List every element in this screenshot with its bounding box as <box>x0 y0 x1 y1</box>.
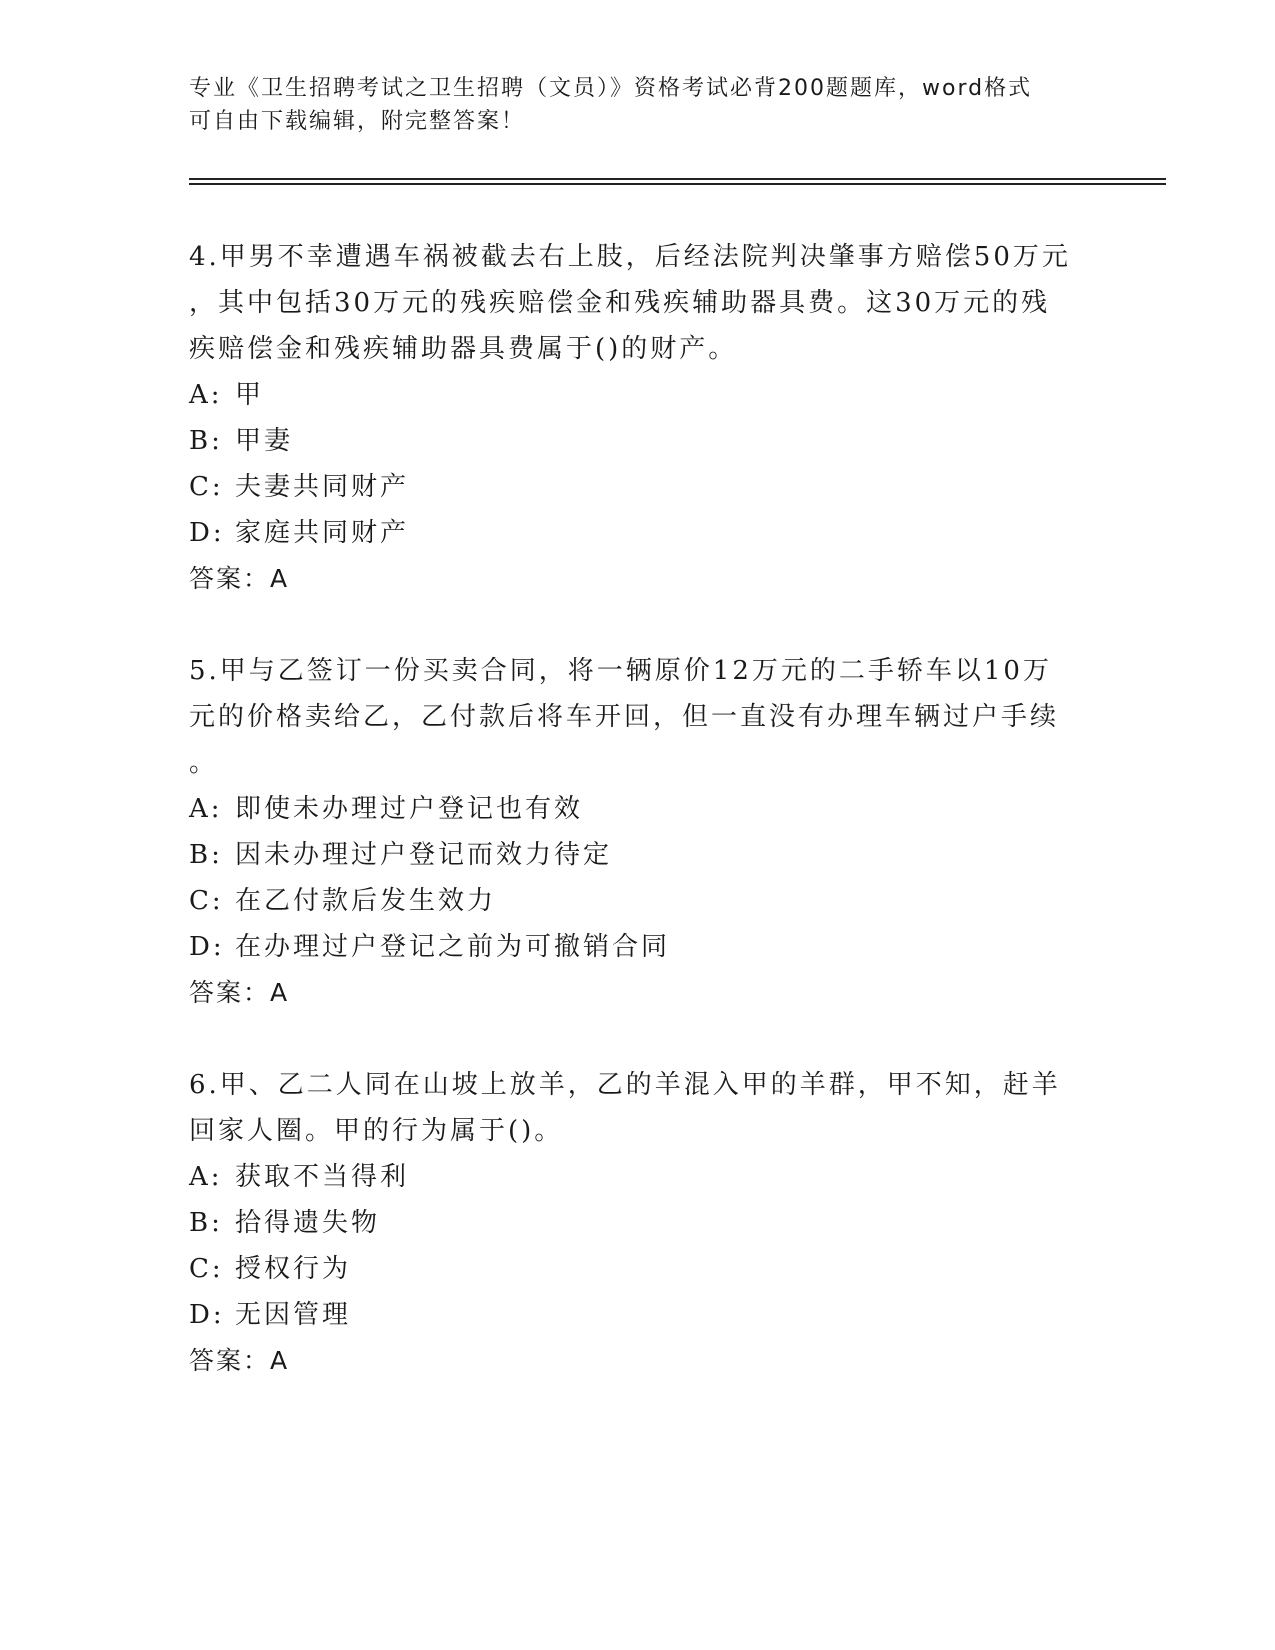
option-a <box>189 372 1089 418</box>
option-d <box>189 1292 1089 1338</box>
option-c <box>189 1246 1089 1292</box>
option-text: 夫妻共同财产 <box>235 472 410 502</box>
question-block <box>189 1062 1089 1384</box>
option-key: D: <box>189 518 225 548</box>
document-header <box>189 72 1089 138</box>
question-stem-line: 5.甲与乙签订一份买卖合同，将一辆原价12万元的二手轿车以10万 <box>189 656 1052 686</box>
option-a <box>189 786 1089 832</box>
option-b <box>189 418 1089 464</box>
question-stem-line: 疾赔偿金和残疾辅助器具费属于()的财产。 <box>189 334 738 364</box>
option-key: A: <box>189 380 223 410</box>
question-block <box>189 648 1089 1016</box>
option-key: C: <box>189 472 224 502</box>
header-divider-bottom <box>189 183 1166 185</box>
option-key: B: <box>189 426 223 456</box>
option-text: 因未办理过户登记而效力待定 <box>235 840 613 870</box>
option-text: 获取不当得利 <box>235 1162 410 1192</box>
option-d <box>189 924 1089 970</box>
option-text: 授权行为 <box>235 1254 352 1284</box>
answer-line: 答案：A <box>189 564 290 593</box>
option-key: A: <box>189 1162 223 1192</box>
option-key: B: <box>189 1208 223 1238</box>
header-line-2: 可自由下载编辑，附完整答案！ <box>189 109 526 134</box>
option-c <box>189 464 1089 510</box>
question-stem <box>189 648 1089 786</box>
header-divider-top <box>189 178 1166 180</box>
question-stem <box>189 1062 1089 1154</box>
option-text: 甲妻 <box>235 426 294 456</box>
question-stem <box>189 234 1089 372</box>
option-key: D: <box>189 932 225 962</box>
option-b <box>189 1200 1089 1246</box>
option-text: 在办理过户登记之前为可撤销合同 <box>235 932 671 962</box>
option-key: C: <box>189 886 224 916</box>
option-text: 家庭共同财产 <box>235 518 410 548</box>
option-d <box>189 510 1089 556</box>
answer-line: 答案：A <box>189 978 290 1007</box>
option-key: B: <box>189 840 223 870</box>
option-text: 在乙付款后发生效力 <box>235 886 497 916</box>
option-text: 拾得遗失物 <box>235 1208 381 1238</box>
option-text: 即使未办理过户登记也有效 <box>235 794 584 824</box>
question-stem-line: ，其中包括30万元的残疾赔偿金和残疾辅助器具费。这30万元的残 <box>189 288 1051 318</box>
question-stem-line: 6.甲、乙二人同在山坡上放羊，乙的羊混入甲的羊群，甲不知，赶羊 <box>189 1070 1061 1100</box>
option-b <box>189 832 1089 878</box>
option-key: A: <box>189 794 223 824</box>
question-block <box>189 234 1089 602</box>
header-line-1: 专业《卫生招聘考试之卫生招聘（文员）》资格考试必背200题题库，word格式 <box>189 76 1033 101</box>
option-key: D: <box>189 1300 225 1330</box>
option-a <box>189 1154 1089 1200</box>
option-c <box>189 878 1089 924</box>
question-stem-line: 回家人圈。甲的行为属于()。 <box>189 1116 564 1146</box>
question-stem-line: 。 <box>189 748 219 778</box>
question-stem-line: 元的价格卖给乙，乙付款后将车开回，但一直没有办理车辆过户手续 <box>189 702 1060 732</box>
question-stem-line: 4.甲男不幸遭遇车祸被截去右上肢，后经法院判决肇事方赔偿50万元 <box>189 242 1071 272</box>
option-key: C: <box>189 1254 224 1284</box>
option-text: 甲 <box>235 380 265 410</box>
option-text: 无因管理 <box>235 1300 352 1330</box>
answer-line: 答案：A <box>189 1346 290 1375</box>
